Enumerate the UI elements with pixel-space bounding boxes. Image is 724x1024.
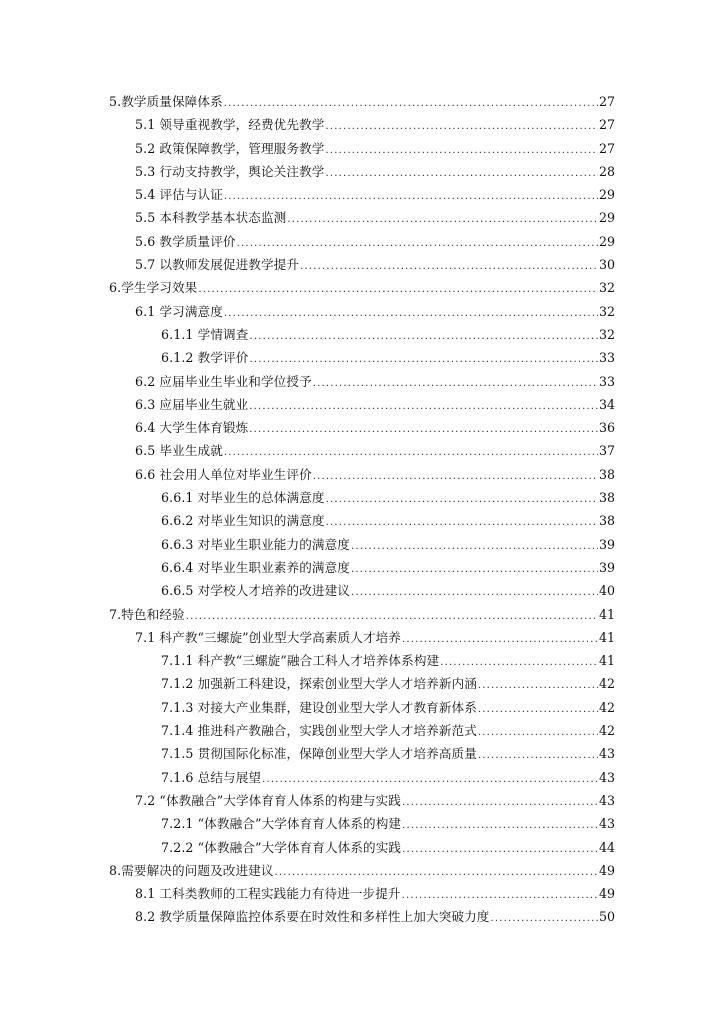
dot-leader	[402, 838, 598, 861]
toc-entry[interactable]	[109, 649, 615, 672]
toc-entry-title: 7.1.4 推进科产教融合，实践创业型大学人才培养新范式	[161, 723, 477, 739]
toc-entry-page-number: 42	[598, 676, 615, 692]
dot-leader	[351, 558, 598, 581]
toc-entry-title: 6.6.5 对学校人才培养的改进建议	[161, 583, 350, 599]
toc-entry-page-number: 43	[598, 746, 615, 762]
dot-leader	[275, 861, 598, 884]
toc-entry[interactable]	[109, 789, 615, 812]
toc-entry-page-number: 32	[598, 326, 615, 342]
toc-entry[interactable]	[109, 416, 615, 439]
toc-entry[interactable]	[109, 556, 615, 579]
dot-leader	[237, 232, 598, 255]
toc-entry-page-number: 28	[598, 163, 615, 179]
toc-entry-title: 6.6.4 对毕业生职业素养的满意度	[161, 559, 350, 575]
toc-entry-title: 6.2 应届毕业生毕业和学位授予	[135, 373, 312, 389]
toc-entry-title: 5.5 本科教学基本状态监测	[135, 210, 287, 226]
toc-entry[interactable]	[109, 370, 615, 393]
toc-entry-title: 7.1 科产教“三螺旋”创业型大学高素质人才培养	[135, 629, 401, 645]
toc-entry-title: 6.1.1 学情调查	[161, 326, 249, 342]
toc-entry[interactable]	[109, 533, 615, 556]
dot-leader	[224, 302, 598, 325]
toc-entry[interactable]	[109, 253, 615, 276]
dot-leader	[402, 628, 598, 651]
dot-leader	[224, 441, 598, 464]
dot-leader	[224, 92, 598, 115]
toc-entry[interactable]	[109, 859, 615, 882]
dot-leader	[351, 581, 598, 604]
toc-entry-page-number: 33	[598, 373, 615, 389]
toc-entry[interactable]	[109, 905, 615, 928]
toc-entry[interactable]	[109, 439, 615, 462]
toc-entry-page-number: 41	[598, 606, 615, 622]
dot-leader	[325, 139, 598, 162]
toc-entry-title: 8.2 教学质量保障监控体系要在时效性和多样性上加大突破力度	[135, 909, 490, 925]
toc-entry[interactable]	[109, 719, 615, 742]
toc-entry-page-number: 41	[598, 653, 615, 669]
toc-entry-title: 7.1.3 对接大产业集群，建设创业型大学人才教育新体系	[161, 699, 477, 715]
toc-entry-page-number: 42	[598, 723, 615, 739]
toc-entry-page-number: 38	[598, 466, 615, 482]
toc-entry-page-number: 42	[598, 699, 615, 715]
toc-entry-title: 5.教学质量保障体系	[109, 94, 223, 109]
dot-leader	[490, 907, 598, 930]
toc-entry-page-number: 36	[598, 420, 615, 436]
toc-entry-page-number: 50	[598, 909, 615, 925]
toc-entry[interactable]	[109, 393, 615, 416]
toc-entry-title: 7.1.2 加强新工科建设，探索创业型大学人才培养新内涵	[161, 676, 477, 692]
dot-leader	[478, 674, 598, 697]
toc-entry-title: 6.6.1 对毕业生的总体满意度	[161, 490, 325, 506]
toc-entry-page-number: 27	[598, 140, 615, 156]
toc-entry-title: 8.需要解决的问题及改进建议	[109, 862, 274, 878]
dot-leader	[224, 185, 598, 208]
toc-entry[interactable]	[109, 160, 615, 183]
toc-entry-page-number: 27	[598, 117, 615, 133]
toc-entry[interactable]	[109, 696, 615, 719]
dot-leader	[262, 768, 598, 791]
dot-leader	[249, 418, 598, 441]
toc-entry[interactable]	[109, 766, 615, 789]
toc-entry-title: 5.2 政策保障教学，管理服务教学	[135, 140, 325, 156]
dot-leader	[313, 372, 598, 395]
toc-entry-page-number: 40	[598, 583, 615, 599]
toc-entry[interactable]	[109, 113, 615, 136]
toc-entry-title: 5.1 领导重视教学，经费优先教学	[135, 117, 325, 133]
dot-leader	[326, 488, 598, 511]
toc-entry[interactable]	[109, 742, 615, 765]
toc-entry[interactable]	[109, 323, 615, 346]
toc-entry-title: 5.3 行动支持教学，舆论关注教学	[135, 163, 325, 179]
toc-entry[interactable]	[109, 579, 615, 602]
dot-leader	[402, 814, 598, 837]
toc-entry[interactable]	[109, 463, 615, 486]
dot-leader	[325, 115, 598, 138]
toc-entry-page-number: 38	[598, 513, 615, 529]
toc-entry-title: 5.4 评估与认证	[135, 187, 223, 203]
dot-leader	[249, 348, 598, 371]
toc-entry[interactable]	[109, 183, 615, 206]
toc-entry[interactable]	[109, 90, 615, 113]
toc-entry-title: 5.6 教学质量评价	[135, 233, 236, 249]
dot-leader	[478, 744, 598, 767]
toc-entry[interactable]	[109, 812, 615, 835]
toc-entry[interactable]	[109, 672, 615, 695]
toc-entry[interactable]	[109, 346, 615, 369]
toc-entry-page-number: 38	[598, 490, 615, 506]
toc-entry[interactable]	[109, 882, 615, 905]
toc-entry-page-number: 29	[598, 187, 615, 203]
toc-entry-title: 7.2.1 “体教融合”大学体育育人体系的构建	[161, 816, 402, 832]
toc-entry[interactable]	[109, 836, 615, 859]
toc-entry-title: 7.2.2 “体教融合”大学体育育人体系的实践	[161, 839, 402, 855]
toc-entry-page-number: 43	[598, 792, 615, 808]
dot-leader	[300, 255, 598, 278]
dot-leader	[287, 208, 598, 231]
toc-entry-page-number: 39	[598, 559, 615, 575]
toc-entry-page-number: 43	[598, 816, 615, 832]
toc-entry-page-number: 49	[598, 862, 615, 878]
toc-entry-title: 6.1 学习满意度	[135, 303, 223, 319]
toc-entry-title: 7.1.6 总结与展望	[161, 769, 262, 785]
dot-leader	[402, 884, 598, 907]
toc-entry-page-number: 27	[598, 94, 615, 109]
toc-entry-title: 6.6 社会用人单位对毕业生评价	[135, 466, 312, 482]
toc-entry-page-number: 34	[598, 396, 615, 412]
toc-entry-title: 7.1.5 贯彻国际化标准，保障创业型大学人才培养高质量	[161, 746, 477, 762]
dot-leader	[313, 465, 598, 488]
toc-entry-page-number: 29	[598, 233, 615, 249]
toc-entry[interactable]	[109, 137, 615, 160]
toc-entry[interactable]	[109, 626, 615, 649]
toc-entry-page-number: 37	[598, 443, 615, 459]
dot-leader	[198, 278, 598, 301]
toc-entry-page-number: 32	[598, 280, 615, 296]
toc-entry[interactable]	[109, 603, 615, 626]
dot-leader	[249, 395, 598, 418]
dot-leader	[249, 325, 598, 348]
toc-entry-page-number: 41	[598, 629, 615, 645]
dot-leader	[402, 791, 598, 814]
toc-entry-page-number: 43	[598, 769, 615, 785]
toc-entry[interactable]	[109, 509, 615, 532]
toc-entry-title: 5.7 以教师发展促进教学提升	[135, 257, 300, 273]
toc-entry-page-number: 44	[598, 839, 615, 855]
toc-entry-title: 8.1 工科类教师的工程实践能力有待进一步提升	[135, 886, 401, 902]
toc-entry-page-number: 29	[598, 210, 615, 226]
dot-leader	[440, 651, 598, 674]
toc-entry[interactable]	[109, 230, 615, 253]
toc-entry[interactable]	[109, 486, 615, 509]
toc-entry-page-number: 49	[598, 886, 615, 902]
dot-leader	[326, 511, 598, 534]
toc-entry-title: 7.特色和经验	[109, 606, 185, 622]
toc-entry-page-number: 39	[598, 536, 615, 552]
toc-entry[interactable]	[109, 276, 615, 299]
toc-entry-title: 7.2 “体教融合”大学体育育人体系的构建与实践	[135, 792, 401, 808]
table-of-contents	[109, 90, 615, 929]
toc-entry-title: 7.1.1 科产教“三螺旋”融合工科人才培养体系构建	[161, 653, 440, 669]
toc-entry-page-number: 30	[598, 257, 615, 273]
toc-entry-title: 6.学生学习效果	[109, 280, 198, 296]
toc-entry[interactable]	[109, 300, 615, 323]
toc-entry-title: 6.5 毕业生成就	[135, 443, 223, 459]
dot-leader	[351, 535, 598, 558]
toc-entry-title: 6.6.2 对毕业生知识的满意度	[161, 513, 325, 529]
dot-leader	[325, 162, 598, 185]
toc-entry-title: 6.3 应届毕业生就业	[135, 396, 249, 412]
dot-leader	[478, 698, 598, 721]
dot-leader	[186, 605, 598, 628]
toc-entry-title: 6.4 大学生体育锻炼	[135, 420, 249, 436]
toc-entry-title: 6.1.2 教学评价	[161, 350, 249, 366]
toc-entry-page-number: 32	[598, 303, 615, 319]
toc-entry-page-number: 33	[598, 350, 615, 366]
toc-entry[interactable]	[109, 206, 615, 229]
toc-entry-title: 6.6.3 对毕业生职业能力的满意度	[161, 536, 350, 552]
dot-leader	[478, 721, 598, 744]
